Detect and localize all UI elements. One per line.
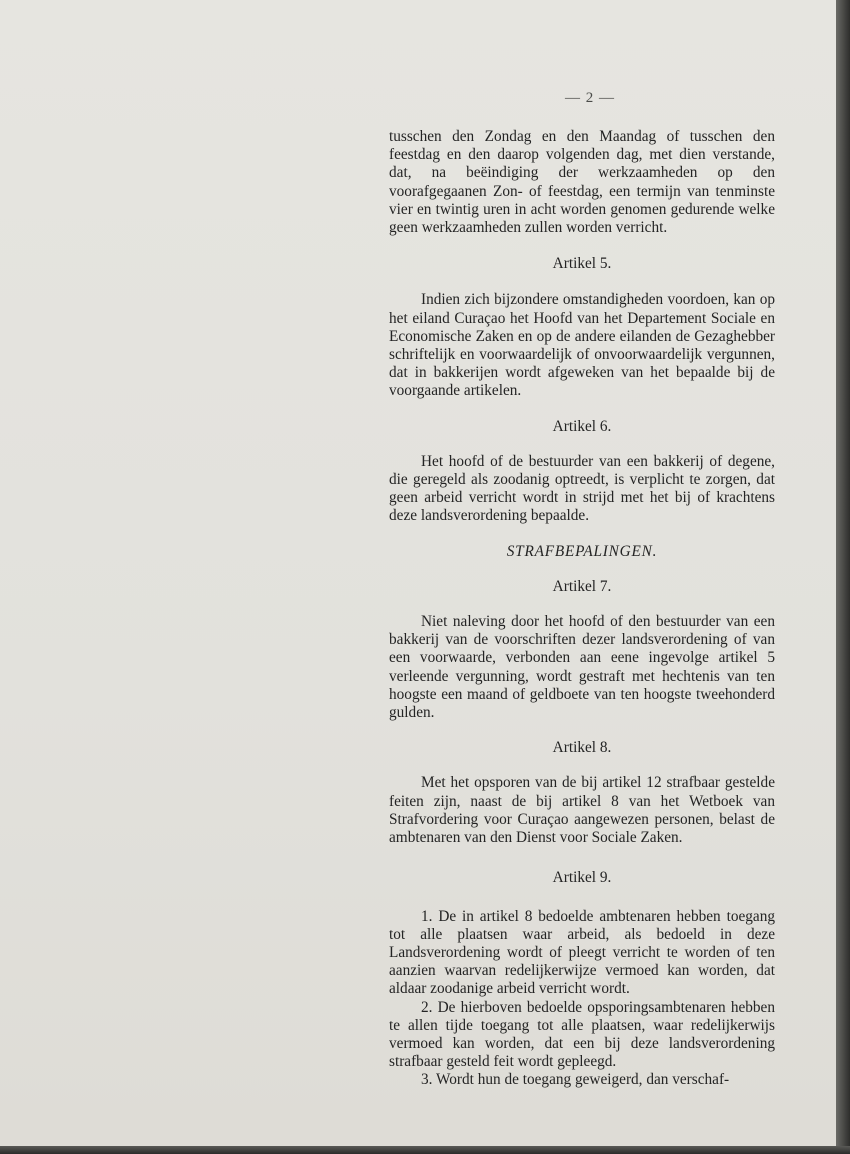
- artikel-5-text: Indien zich bijzondere omstandigheden voordoen, kan op het eiland Curaçao het Hoofd van het Departement Sociale en Economische Zaken en op de andere eilanden de Gezaghebber schriftelijk en voorwaardelijk of onvoorwaardelijk vergunnen, dat in bakkerijen wordt afgeweken van het bepaalde bij de voorgaande artikelen.: [389, 291, 775, 400]
- intro-paragraph: tusschen den Zondag en den Maandag of tusschen den feestdag en den daarop volgenden dag, met dien verstande, dat, na beëindiging der werkzaamheden op den voorafgegaanen Zon- of feestdag, een termijn van tenminste vier en twintig uren in acht worden genomen gedurende welke geen werkzaamheden zullen worden verricht.: [389, 128, 775, 237]
- artikel-6-text: Het hoofd of de bestuurder van een bakkerij of degene, die geregeld als zoodanig optreedt, is verplicht te zorgen, dat geen arbeid verricht wordt in strijd met het bij of krachtens deze landsverordening bepaalde.: [389, 452, 775, 525]
- artikel-7-heading: Artikel 7.: [552, 577, 612, 595]
- artikel-9-item-3: 3. Wordt hun de toegang geweigerd, dan verschaf-: [421, 1071, 730, 1089]
- artikel-9-item-1: 1. De in artikel 8 bedoelde ambtenaren hebben toegang tot alle plaatsen waar arbeid, als bedoeld in deze Landsverordening wordt of pleegt verricht te worden of ten aanzien waarvan redelijkerwijze vermoed kan worden, dat aldaar zoodanige arbeid verricht wordt.: [389, 907, 775, 998]
- text-column: [389, 128, 775, 1090]
- artikel-8-heading: Artikel 8.: [552, 739, 612, 757]
- section-heading-strafbepalingen: STRAFBEPALINGEN.: [506, 542, 658, 560]
- artikel-9-heading: Artikel 9.: [552, 869, 612, 887]
- page-number: — 2 —: [565, 90, 615, 106]
- artikel-9-item-2: 2. De hierboven bedoelde opsporingsambtenaren hebben te allen tijde toegang tot alle plaatsen, waar redelijkerwijs vermoed kan worden, dat een bij deze landsverordening strafbaar gesteld feit wordt gepleegd.: [389, 998, 775, 1071]
- artikel-8-text: Met het opsporen van de bij artikel 12 strafbaar gestelde feiten zijn, naast de bij artikel 8 van het Wetboek van Strafvordering voor Curaçao aangewezen personen, belast de ambtenaren van den Dienst voor Sociale Zaken.: [389, 774, 775, 847]
- artikel-6-heading: Artikel 6.: [552, 417, 612, 435]
- scan-edge-bottom: [0, 1146, 850, 1154]
- artikel-7-text: Niet naleving door het hoofd of den bestuurder van een bakkerij van de voorschriften dezer landsverordening of van een voorwaarde, verbonden aan eene ingevolge artikel 5 verleende vergunning, wordt gestraft met hechtenis van ten hoogste een maand of geldboete van ten hoogste tweehonderd gulden.: [389, 613, 775, 722]
- artikel-5-heading: Artikel 5.: [552, 255, 612, 273]
- scan-edge-right: [836, 0, 850, 1154]
